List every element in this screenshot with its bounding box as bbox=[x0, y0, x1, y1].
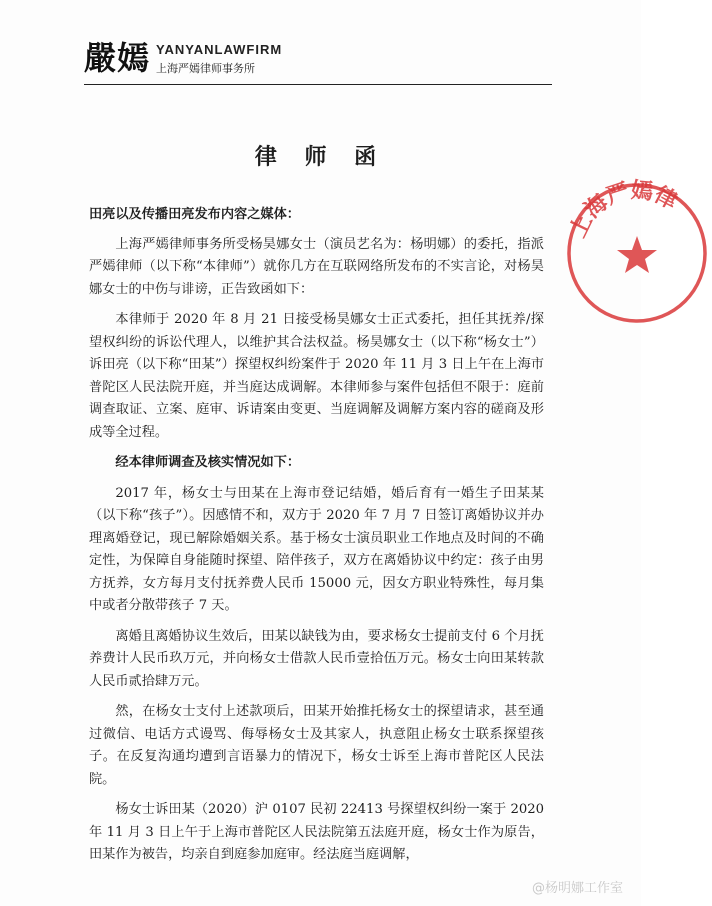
svg-text:上海严嫣律: 上海严嫣律 bbox=[564, 178, 682, 242]
firm-name-chinese: 上海严嫣律师事务所 bbox=[156, 62, 255, 75]
social-watermark: @杨明娜工作室 bbox=[531, 881, 623, 896]
firm-logo: 嚴嫣 bbox=[84, 39, 151, 77]
official-seal bbox=[562, 178, 712, 328]
paragraph-fact-2: 离婚且离婚协议生效后，田某以缺钱为由，要求杨女士提前支付 6 个月抚养费计人民币玖万元，并向杨女士借款人民币壹拾伍万元。杨女士向田某转款人民币贰拾肆万元。 bbox=[89, 628, 544, 689]
paragraph-fact-3: 然，在杨女士支付上述款项后，田某开始推托杨女士的探望请求，甚至通过微信、电话方式谩骂、侮辱杨女士及其家人，执意阻止杨女士联系探望孩子。在反复沟通均遭到言语暴力的情况下，杨女士诉至上海市普陀区人民法院。 bbox=[89, 704, 544, 787]
addressee: 田亮以及传播田亮发布内容之媒体： bbox=[89, 207, 300, 222]
letterhead-divider bbox=[84, 84, 552, 85]
letterhead bbox=[84, 38, 554, 80]
paragraph-intro: 上海严嫣律师事务所受杨昊娜女士（演员艺名为：杨明娜）的委托，指派严嫣律师（以下称“本律师”）就你几方在互联网络所发布的不实言论，对杨昊娜女士的中伤与诽谤，正告致函如下： bbox=[89, 236, 544, 297]
section-heading: 经本律师调查及核实情况如下： bbox=[115, 455, 301, 470]
firm-name-english: YANYANLAWFIRM bbox=[156, 42, 283, 57]
seal-star-icon bbox=[617, 236, 657, 273]
paragraph-fact-1: 2017 年，杨女士与田某在上海市登记结婚，婚后育有一婚生子田某某（以下称“孩子”）。因感情不和，双方于 2020 年 7 月 7 日签订离婚协议并办理离婚登记，现已解除婚姻关系。基于杨女士演员职业工作地点及时间的不确定性，为保障自身能随时探望、陪伴孩子，双方在离婚协议中约定：孩子由男方抚养，女方每月支付抚养费人民币 15000 元，因女方职业特殊性，每月集中或者分散带孩子 7 天。 bbox=[89, 485, 544, 613]
paragraph-fact-4: 杨女士诉田某（2020）沪 0107 民初 22413 号探望权纠纷一案于 2020 年 11 月 3 日上午于上海市普陀区人民法院第五法庭开庭，杨女士作为原告，田某作为被告，均亲自到庭参加庭审。经法庭当庭调解， bbox=[89, 802, 544, 862]
paragraph-engagement: 本律师于 2020 年 8 月 21 日接受杨昊娜女士正式委托，担任其抚养/探望权纠纷的诉讼代理人，以维护其合法权益。杨昊娜女士（以下称“杨女士”）诉田亮（以下称“田某”）探望权纠纷案件于 2020 年 11 月 3 日上午在上海市普陀区人民法院开庭，并当庭达成调解。本律师参与案件包括但不限于：庭前调查取证、立案、庭审、诉请案由变更、当庭调解及调解方案内容的磋商及形成等全过程。 bbox=[89, 312, 544, 440]
letter-body bbox=[89, 204, 544, 875]
letter-title: 律 师 函 bbox=[254, 144, 387, 170]
